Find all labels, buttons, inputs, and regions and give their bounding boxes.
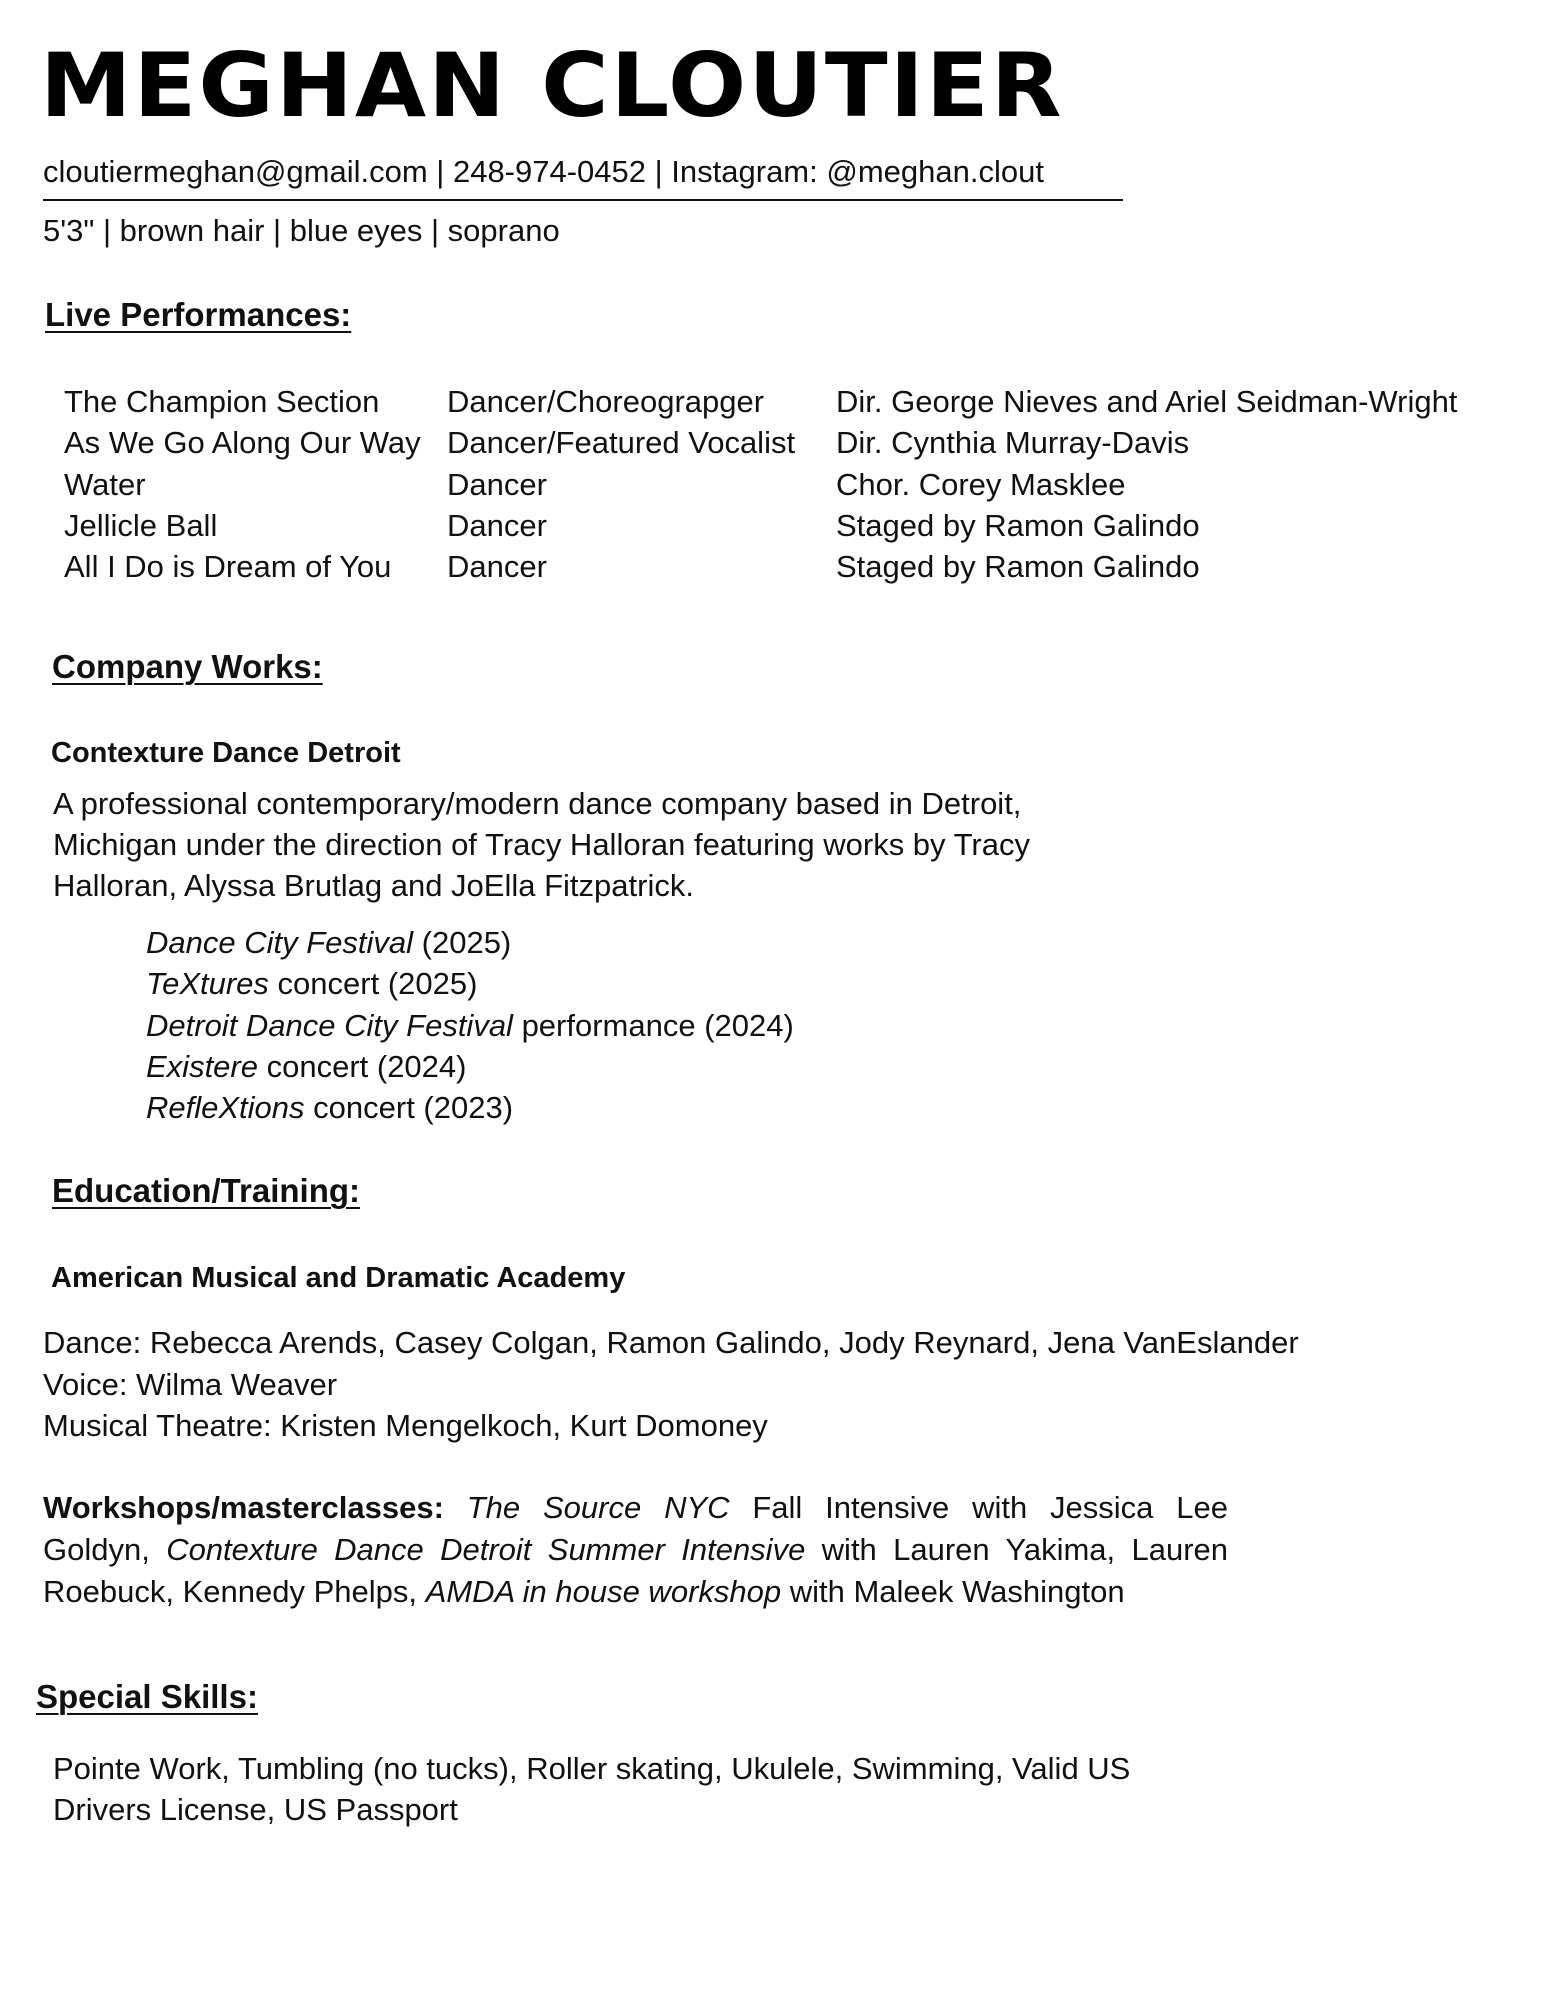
performance-role: Dancer	[447, 507, 547, 543]
performance-credit: Staged by Ramon Galindo	[836, 549, 1200, 585]
performance-credit: Staged by Ramon Galindo	[836, 507, 1200, 543]
company-description: A professional contemporary/modern dance company based in Detroit, Michigan under the direction of Tracy Halloran featuring works by Tracy Halloran, Alyssa Brutlag and JoElla Fitzpatrick.	[53, 786, 1030, 903]
table-row	[64, 546, 1457, 587]
work-detail: concert (2025)	[268, 966, 478, 1002]
contact-info: cloutiermeghan@gmail.com | 248-974-0452 | Instagram: @meghan.clout	[43, 154, 1044, 189]
performance-credit: Chor. Corey Masklee	[836, 466, 1126, 502]
workshop-detail: with Lauren Yakima, Lauren Roebuck, Kennedy Phelps,	[43, 1532, 1228, 1609]
list-item: Voice: Wilma Weaver	[43, 1366, 338, 1402]
workshop-title: Contexture Dance Detroit Summer Intensive	[166, 1532, 806, 1567]
education-heading: Education/Training:	[52, 1172, 361, 1209]
performance-title: All I Do is Dream of You	[64, 549, 392, 585]
workshops-label: Workshops/masterclasses:	[43, 1490, 444, 1525]
table-row	[64, 464, 1457, 505]
workshop-detail: with Maleek Washington	[781, 1574, 1125, 1609]
work-detail: concert (2023)	[304, 1090, 514, 1126]
table-row	[64, 381, 1457, 422]
performance-title: The Champion Section	[64, 384, 380, 419]
list-item: Musical Theatre: Kristen Mengelkoch, Kurt Domoney	[43, 1408, 768, 1443]
company-works-list	[146, 922, 794, 1128]
table-row	[64, 505, 1457, 546]
school-name: American Musical and Dramatic Academy	[51, 1262, 626, 1294]
training-list	[43, 1322, 1299, 1447]
list-item	[146, 1087, 794, 1128]
list-item	[146, 963, 794, 1004]
performance-title: As We Go Along Our Way	[64, 425, 421, 461]
work-title: Detroit Dance City Festival	[146, 1007, 513, 1043]
list-item	[146, 922, 794, 963]
work-title: Existere	[146, 1048, 258, 1084]
performance-title: Water	[64, 466, 146, 502]
performance-credit: Dir. Cynthia Murray-Davis	[836, 425, 1190, 461]
list-item	[146, 1046, 794, 1087]
performance-role: Dancer	[447, 466, 547, 502]
list-item: Dance: Rebecca Arends, Casey Colgan, Ramon Galindo, Jody Reynard, Jena VanEslander	[43, 1325, 1299, 1360]
work-detail: concert (2024)	[257, 1048, 467, 1084]
live-performances-table	[64, 381, 1457, 587]
live-performances-heading: Live Performances:	[45, 296, 352, 333]
list-item	[146, 1005, 794, 1046]
workshop-detail: Fall Intensive with Jessica Lee Goldyn,	[43, 1490, 1228, 1567]
performance-credit: Dir. George Nieves and Ariel Seidman-Wright	[836, 384, 1458, 419]
performance-title: Jellicle Ball	[64, 507, 218, 543]
workshop-title: The Source NYC	[466, 1490, 730, 1525]
header-divider	[43, 199, 1123, 201]
performance-role: Dancer/Featured Vocalist	[447, 425, 796, 461]
physical-stats: 5'3" | brown hair | blue eyes | soprano	[43, 213, 560, 248]
performance-role: Dancer/Choreograpger	[447, 384, 765, 419]
company-name: Contexture Dance Detroit	[51, 737, 401, 769]
table-row	[64, 422, 1457, 463]
company-works-heading: Company Works:	[52, 648, 323, 685]
work-detail: performance (2024)	[512, 1007, 794, 1043]
special-skills-heading: Special Skills:	[36, 1678, 258, 1715]
performance-role: Dancer	[447, 549, 547, 585]
work-detail: (2025)	[413, 925, 512, 960]
workshops-paragraph	[43, 1487, 1228, 1613]
work-title: TeXtures	[146, 966, 269, 1002]
work-title: RefleXtions	[146, 1090, 305, 1126]
work-title: Dance City Festival	[146, 925, 414, 960]
special-skills-text: Pointe Work, Tumbling (no tucks), Roller skating, Ukulele, Swimming, Valid US Drivers License, US Passport	[53, 1751, 1131, 1827]
applicant-name: MEGHAN CLOUTIER	[40, 34, 1064, 138]
workshop-title: AMDA in house workshop	[425, 1574, 782, 1609]
